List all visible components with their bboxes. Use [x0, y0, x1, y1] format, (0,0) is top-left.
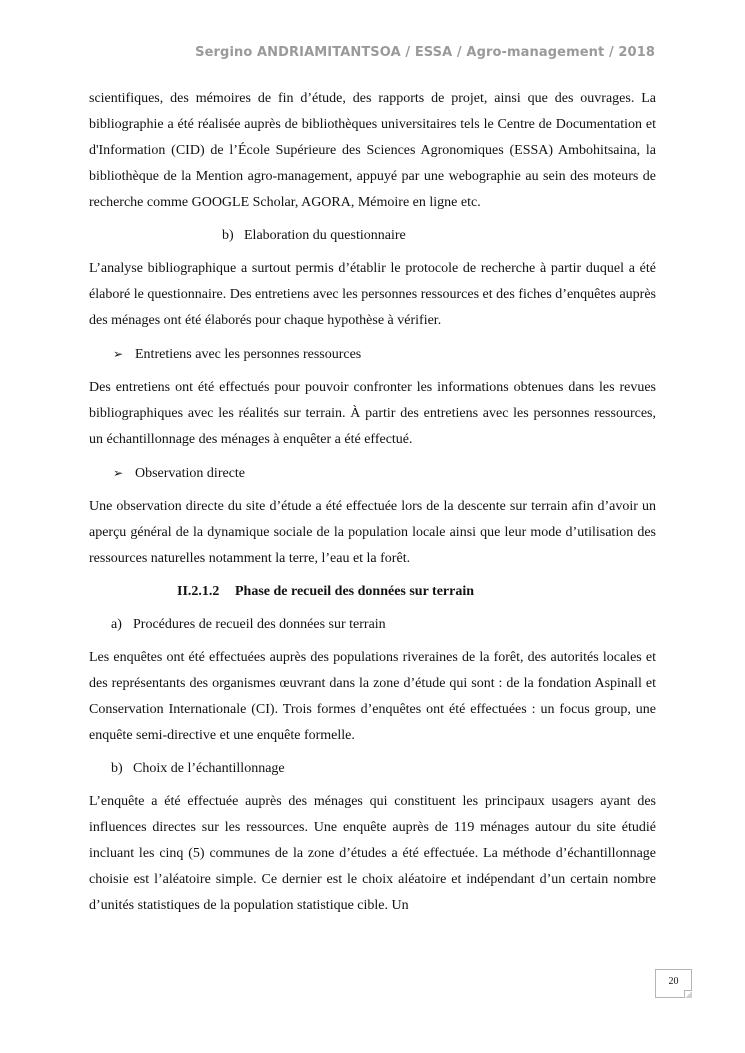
arrow-bullet-icon: ➢ — [113, 466, 124, 480]
section-heading — [89, 579, 656, 605]
arrow-bullet-icon: ➢ — [113, 347, 124, 361]
paragraph-observation: Une observation directe du site d’étude a été effectuée lors de la descente sur terrain afin d’avoir un aperçu général de la dynamique sociale de la population locale ainsi que leur mode d’utilisation des ressources naturelles notamment la terre, l’eau et la forêt. — [89, 499, 656, 566]
bullet-label: Entretiens avec les personnes ressources — [135, 347, 362, 362]
bullet-label: Observation directe — [135, 466, 246, 481]
list-marker: b) — [222, 228, 234, 243]
section-title: Phase de recueil des données sur terrain — [235, 584, 475, 599]
subheading-label: Choix de l’échantillonnage — [133, 761, 285, 776]
bullet-entretiens — [89, 341, 656, 368]
page-number: 20 — [655, 969, 692, 998]
subheading-label: Elaboration du questionnaire — [244, 228, 406, 243]
subheading-elaboration-questionnaire — [89, 223, 656, 249]
bullet-observation-directe — [89, 460, 656, 487]
paragraph-bibliography: scientifiques, des mémoires de fin d’étude, des rapports de projet, ainsi que des ouvrages. La bibliographie a été réalisée auprès de bibliothèques universitaires tels le Centre de Documentation et d'Information (CID) de l’École Supérieure des Sciences Agronomiques (ESSA) Ambohitsaina, la bibliothèque de la Mention agro-management, appuyé par une webographie au sein des moteurs de recherche comme GOOGLE Scholar, AGORA, Mémoire en ligne etc. — [89, 91, 656, 210]
page-body — [89, 86, 656, 926]
running-header: Sergino ANDRIAMITANTSOA / ESSA / Agro-management / 2018 — [195, 45, 655, 60]
paragraph-analyse-bibliographique: L’analyse bibliographique a surtout permis d’établir le protocole de recherche à partir duquel a été élaboré le questionnaire. Des entretiens avec les personnes ressources et des fiches d’enquêtes auprès des ménages ont été élaborés pour chaque hypothèse à vérifier. — [89, 261, 656, 328]
subheading-procedures — [89, 612, 656, 638]
list-marker: a) — [111, 617, 122, 632]
paragraph-echantillonnage: L’enquête a été effectuée auprès des ménages qui constituent les principaux usagers ayant des influences directes sur les ressources. Une enquête auprès de 119 ménages autour du site étudié incluant les cinq (5) communes de la zone d’études a été effectuée. La méthode d’échantillonnage choisie est l’aléatoire simple. Ce dernier est le choix aléatoire et indépendant d’un certain nombre d’unités statistiques de la population statistique cible. Un — [89, 794, 656, 913]
subheading-label: Procédures de recueil des données sur terrain — [133, 617, 386, 632]
section-number: II.2.1.2 — [177, 584, 220, 599]
list-marker: b) — [111, 761, 123, 776]
paragraph-enquetes: Les enquêtes ont été effectuées auprès des populations riveraines de la forêt, des autorités locales et des représentants des organismes œuvrant dans la zone d’étude qui sont : de la fondation Aspinall et Conservation Internationale (CI). Trois formes d’enquêtes ont été effectuées : un focus group, une enquête semi-directive et une enquête formelle. — [89, 650, 656, 743]
paragraph-entretiens: Des entretiens ont été effectués pour pouvoir confronter les informations obtenues dans les revues bibliographiques avec les réalités sur terrain. À partir des entretiens avec les personnes ressources, un échantillonnage des ménages à enquêter a été effectué. — [89, 380, 656, 447]
subheading-echantillonnage — [89, 756, 656, 782]
